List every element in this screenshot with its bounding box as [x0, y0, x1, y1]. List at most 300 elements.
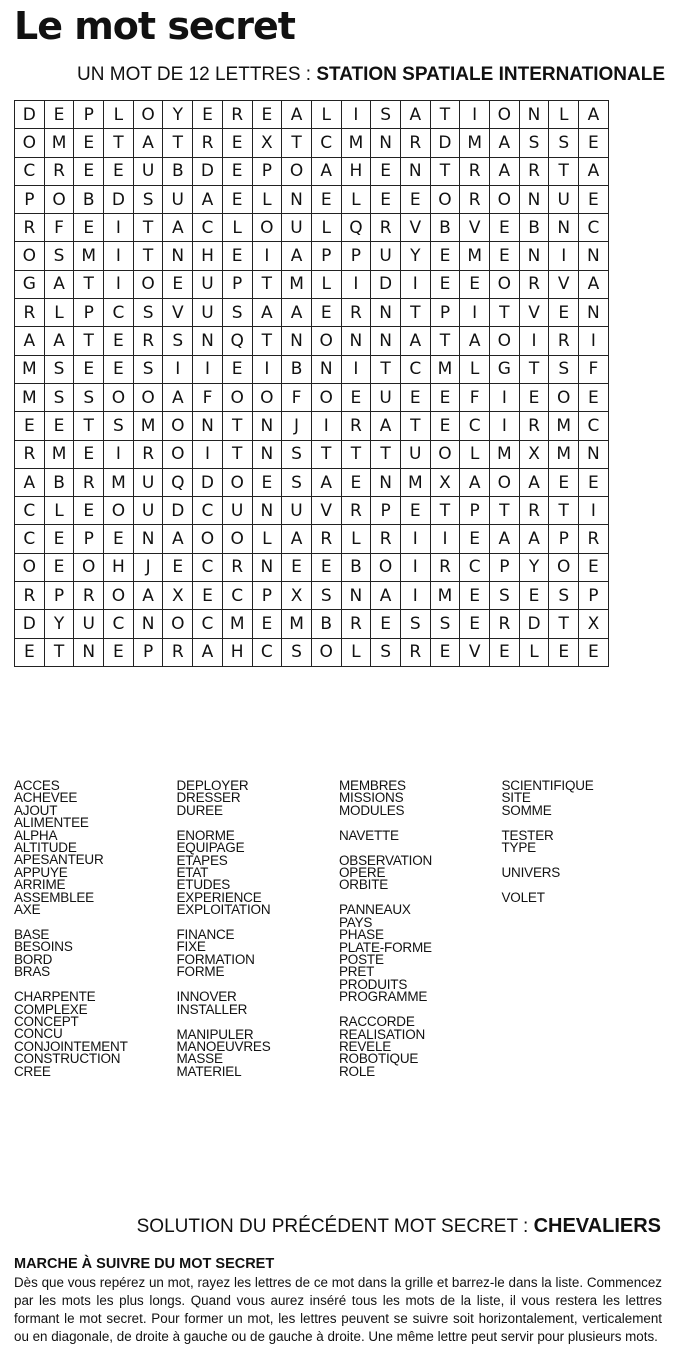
grid-cell[interactable]: E [490, 214, 520, 242]
grid-cell[interactable]: Y [44, 610, 74, 638]
grid-cell[interactable]: E [490, 638, 520, 666]
grid-cell[interactable]: L [44, 497, 74, 525]
grid-cell[interactable]: T [400, 412, 430, 440]
grid-cell[interactable]: I [549, 242, 579, 270]
grid-cell[interactable]: E [460, 610, 490, 638]
grid-cell[interactable]: R [193, 129, 223, 157]
grid-cell[interactable]: N [341, 327, 371, 355]
grid-cell[interactable]: R [341, 299, 371, 327]
grid-cell[interactable]: A [282, 525, 312, 553]
grid-cell[interactable]: R [15, 214, 45, 242]
grid-cell[interactable]: V [460, 638, 490, 666]
grid-cell[interactable]: I [341, 101, 371, 129]
grid-cell[interactable]: D [104, 185, 134, 213]
grid-cell[interactable]: T [430, 497, 460, 525]
grid-cell[interactable]: P [74, 299, 104, 327]
grid-cell[interactable]: E [222, 185, 252, 213]
grid-cell[interactable]: O [371, 553, 401, 581]
grid-cell[interactable]: N [282, 327, 312, 355]
grid-cell[interactable]: I [252, 355, 282, 383]
grid-cell[interactable]: N [519, 185, 549, 213]
grid-cell[interactable]: R [519, 270, 549, 298]
grid-cell[interactable]: M [15, 383, 45, 411]
grid-cell[interactable]: S [549, 582, 579, 610]
grid-cell[interactable]: A [519, 468, 549, 496]
grid-cell[interactable]: U [549, 185, 579, 213]
grid-cell[interactable]: N [163, 242, 193, 270]
grid-cell[interactable]: L [341, 638, 371, 666]
grid-cell[interactable]: C [15, 157, 45, 185]
grid-cell[interactable]: R [460, 157, 490, 185]
grid-cell[interactable]: A [460, 468, 490, 496]
grid-cell[interactable]: N [579, 242, 609, 270]
grid-cell[interactable]: O [311, 638, 341, 666]
grid-cell[interactable]: I [193, 355, 223, 383]
grid-cell[interactable]: N [252, 497, 282, 525]
grid-cell[interactable]: B [74, 185, 104, 213]
grid-cell[interactable]: N [549, 214, 579, 242]
grid-cell[interactable]: D [519, 610, 549, 638]
grid-cell[interactable]: P [341, 242, 371, 270]
grid-cell[interactable]: O [549, 383, 579, 411]
word-item[interactable]: TYPE [501, 840, 536, 856]
word-item[interactable]: OBSERVATION [339, 852, 433, 868]
grid-cell[interactable]: C [193, 610, 223, 638]
grid-cell[interactable]: V [549, 270, 579, 298]
grid-cell[interactable]: C [222, 582, 252, 610]
grid-cell[interactable]: N [519, 242, 549, 270]
word-item[interactable]: ROBOTIQUE [339, 1051, 419, 1067]
word-item[interactable]: MISSIONS [339, 790, 404, 806]
grid-cell[interactable]: I [104, 440, 134, 468]
grid-cell[interactable]: L [104, 101, 134, 129]
grid-cell[interactable]: T [430, 327, 460, 355]
word-item[interactable]: PANNEAUX [339, 902, 411, 918]
word-item[interactable]: UNIVERS [501, 865, 561, 881]
grid-cell[interactable]: A [282, 101, 312, 129]
grid-cell[interactable]: M [460, 129, 490, 157]
grid-cell[interactable]: A [490, 157, 520, 185]
grid-cell[interactable]: T [549, 497, 579, 525]
grid-cell[interactable]: S [311, 582, 341, 610]
grid-cell[interactable]: N [252, 412, 282, 440]
grid-cell[interactable]: M [282, 610, 312, 638]
grid-cell[interactable]: S [133, 299, 163, 327]
grid-cell[interactable]: T [311, 440, 341, 468]
grid-cell[interactable]: N [579, 440, 609, 468]
word-item[interactable]: ACHEVEE [14, 790, 78, 806]
word-item[interactable]: PRODUITS [339, 976, 408, 992]
word-item[interactable]: ALTITUDE [14, 840, 77, 856]
grid-cell[interactable]: I [193, 440, 223, 468]
grid-cell[interactable]: R [15, 299, 45, 327]
grid-cell[interactable]: X [252, 129, 282, 157]
grid-cell[interactable]: A [579, 157, 609, 185]
grid-cell[interactable]: E [311, 185, 341, 213]
grid-cell[interactable]: M [549, 412, 579, 440]
grid-cell[interactable]: R [222, 101, 252, 129]
grid-cell[interactable]: A [193, 638, 223, 666]
grid-cell[interactable]: C [311, 129, 341, 157]
word-item[interactable]: DRESSER [176, 790, 241, 806]
grid-cell[interactable]: O [490, 468, 520, 496]
grid-cell[interactable]: U [193, 270, 223, 298]
word-item[interactable]: FORME [176, 964, 225, 980]
grid-cell[interactable]: G [15, 270, 45, 298]
grid-cell[interactable]: O [163, 440, 193, 468]
grid-cell[interactable]: I [430, 525, 460, 553]
grid-cell[interactable]: S [371, 638, 401, 666]
grid-cell[interactable]: A [579, 270, 609, 298]
grid-cell[interactable]: O [549, 553, 579, 581]
grid-cell[interactable]: I [579, 497, 609, 525]
grid-cell[interactable]: T [549, 157, 579, 185]
grid-cell[interactable]: P [74, 525, 104, 553]
grid-cell[interactable]: P [74, 101, 104, 129]
grid-cell[interactable]: Y [163, 101, 193, 129]
word-item[interactable]: CHARPENTE [14, 989, 96, 1005]
grid-cell[interactable]: P [579, 582, 609, 610]
grid-cell[interactable]: I [252, 242, 282, 270]
grid-cell[interactable]: R [519, 157, 549, 185]
grid-cell[interactable]: R [400, 638, 430, 666]
grid-cell[interactable]: S [371, 101, 401, 129]
grid-cell[interactable]: M [549, 440, 579, 468]
word-item[interactable]: AJOUT [14, 802, 58, 818]
word-item[interactable]: SITE [501, 790, 531, 806]
grid-cell[interactable]: P [252, 157, 282, 185]
grid-cell[interactable]: E [460, 270, 490, 298]
grid-cell[interactable]: I [579, 327, 609, 355]
word-item[interactable]: PAYS [339, 914, 373, 930]
grid-cell[interactable]: T [490, 497, 520, 525]
word-item[interactable]: CONCU [14, 1026, 63, 1042]
word-item[interactable]: RACCORDE [339, 1014, 415, 1030]
grid-cell[interactable]: L [311, 214, 341, 242]
grid-cell[interactable]: P [133, 638, 163, 666]
grid-cell[interactable]: O [133, 270, 163, 298]
word-item[interactable]: ETUDES [176, 877, 231, 893]
grid-cell[interactable]: I [104, 270, 134, 298]
grid-cell[interactable]: O [490, 101, 520, 129]
grid-cell[interactable]: T [430, 157, 460, 185]
grid-cell[interactable]: R [163, 638, 193, 666]
grid-cell[interactable]: O [490, 327, 520, 355]
grid-cell[interactable]: E [400, 497, 430, 525]
grid-cell[interactable]: E [341, 468, 371, 496]
grid-cell[interactable]: E [44, 101, 74, 129]
grid-cell[interactable]: M [341, 129, 371, 157]
grid-cell[interactable]: P [44, 582, 74, 610]
grid-cell[interactable]: R [579, 525, 609, 553]
word-item[interactable]: PRET [339, 964, 375, 980]
grid-cell[interactable]: S [549, 129, 579, 157]
grid-cell[interactable]: S [104, 412, 134, 440]
grid-cell[interactable]: T [252, 327, 282, 355]
grid-cell[interactable]: O [44, 185, 74, 213]
grid-cell[interactable]: U [222, 497, 252, 525]
grid-cell[interactable]: T [44, 638, 74, 666]
grid-cell[interactable]: R [519, 412, 549, 440]
grid-cell[interactable]: E [430, 412, 460, 440]
grid-cell[interactable]: S [282, 468, 312, 496]
grid-cell[interactable]: E [371, 185, 401, 213]
grid-cell[interactable]: U [282, 497, 312, 525]
grid-cell[interactable]: L [341, 525, 371, 553]
word-item[interactable]: EXPLOITATION [176, 902, 271, 918]
grid-cell[interactable]: E [193, 101, 223, 129]
grid-cell[interactable]: M [282, 270, 312, 298]
grid-cell[interactable]: M [74, 242, 104, 270]
grid-cell[interactable]: E [311, 299, 341, 327]
grid-cell[interactable]: V [163, 299, 193, 327]
grid-cell[interactable]: E [104, 327, 134, 355]
grid-cell[interactable]: S [163, 327, 193, 355]
grid-cell[interactable]: C [400, 355, 430, 383]
grid-cell[interactable]: E [549, 638, 579, 666]
grid-cell[interactable]: C [252, 638, 282, 666]
grid-cell[interactable]: E [579, 553, 609, 581]
grid-cell[interactable]: A [252, 299, 282, 327]
grid-cell[interactable]: R [400, 129, 430, 157]
grid-cell[interactable]: M [460, 242, 490, 270]
grid-cell[interactable]: C [104, 610, 134, 638]
grid-cell[interactable]: I [104, 214, 134, 242]
grid-cell[interactable]: T [282, 129, 312, 157]
grid-cell[interactable]: E [430, 242, 460, 270]
grid-cell[interactable]: I [400, 553, 430, 581]
grid-cell[interactable]: B [341, 553, 371, 581]
grid-cell[interactable]: O [282, 157, 312, 185]
grid-cell[interactable]: S [430, 610, 460, 638]
grid-cell[interactable]: N [371, 299, 401, 327]
grid-cell[interactable]: L [252, 525, 282, 553]
word-item[interactable]: DEPLOYER [176, 778, 249, 793]
grid-cell[interactable]: P [549, 525, 579, 553]
grid-cell[interactable]: A [371, 412, 401, 440]
grid-cell[interactable]: B [44, 468, 74, 496]
grid-cell[interactable]: F [579, 355, 609, 383]
grid-cell[interactable]: Y [400, 242, 430, 270]
grid-cell[interactable]: S [282, 440, 312, 468]
grid-cell[interactable]: Q [163, 468, 193, 496]
grid-cell[interactable]: I [163, 355, 193, 383]
grid-cell[interactable]: N [400, 157, 430, 185]
grid-cell[interactable]: A [579, 101, 609, 129]
grid-cell[interactable]: R [490, 610, 520, 638]
grid-cell[interactable]: E [400, 383, 430, 411]
grid-cell[interactable]: A [490, 525, 520, 553]
grid-cell[interactable]: I [341, 355, 371, 383]
grid-cell[interactable]: Q [222, 327, 252, 355]
grid-cell[interactable]: O [222, 525, 252, 553]
grid-cell[interactable]: M [222, 610, 252, 638]
grid-cell[interactable]: U [400, 440, 430, 468]
grid-cell[interactable]: T [222, 440, 252, 468]
grid-cell[interactable]: L [311, 270, 341, 298]
grid-cell[interactable]: R [549, 327, 579, 355]
grid-cell[interactable]: U [282, 214, 312, 242]
grid-cell[interactable]: I [311, 412, 341, 440]
grid-cell[interactable]: T [549, 610, 579, 638]
grid-cell[interactable]: A [519, 525, 549, 553]
grid-cell[interactable]: C [193, 214, 223, 242]
grid-cell[interactable]: B [430, 214, 460, 242]
grid-cell[interactable]: H [341, 157, 371, 185]
grid-cell[interactable]: V [311, 497, 341, 525]
grid-cell[interactable]: S [44, 242, 74, 270]
grid-cell[interactable]: R [15, 440, 45, 468]
grid-cell[interactable]: P [371, 497, 401, 525]
grid-cell[interactable]: I [400, 525, 430, 553]
grid-cell[interactable]: D [15, 101, 45, 129]
grid-cell[interactable]: N [341, 582, 371, 610]
grid-cell[interactable]: O [490, 270, 520, 298]
word-item[interactable]: OPERE [339, 865, 386, 881]
grid-cell[interactable]: T [371, 440, 401, 468]
grid-cell[interactable]: E [579, 638, 609, 666]
grid-cell[interactable]: E [400, 185, 430, 213]
grid-cell[interactable]: S [400, 610, 430, 638]
grid-cell[interactable]: E [222, 242, 252, 270]
grid-cell[interactable]: A [311, 157, 341, 185]
grid-cell[interactable]: E [193, 582, 223, 610]
grid-cell[interactable]: S [282, 638, 312, 666]
grid-cell[interactable]: E [252, 101, 282, 129]
grid-cell[interactable]: M [15, 355, 45, 383]
grid-cell[interactable]: R [519, 497, 549, 525]
grid-cell[interactable]: M [430, 355, 460, 383]
grid-cell[interactable]: E [579, 185, 609, 213]
grid-cell[interactable]: A [15, 468, 45, 496]
grid-cell[interactable]: E [74, 355, 104, 383]
grid-cell[interactable]: T [74, 270, 104, 298]
grid-cell[interactable]: A [133, 129, 163, 157]
grid-cell[interactable]: F [282, 383, 312, 411]
word-item[interactable]: ETAT [176, 864, 209, 880]
grid-cell[interactable]: E [579, 129, 609, 157]
grid-cell[interactable]: R [371, 525, 401, 553]
word-item[interactable]: PROGRAMME [339, 989, 428, 1005]
grid-cell[interactable]: X [163, 582, 193, 610]
grid-cell[interactable]: T [222, 412, 252, 440]
grid-cell[interactable]: A [163, 214, 193, 242]
grid-cell[interactable]: I [460, 101, 490, 129]
grid-cell[interactable]: O [15, 129, 45, 157]
grid-cell[interactable]: R [44, 157, 74, 185]
word-item[interactable]: ENORME [176, 827, 235, 843]
word-item[interactable]: BESOINS [14, 939, 73, 955]
word-item[interactable]: ACCES [14, 778, 60, 793]
grid-cell[interactable]: E [460, 582, 490, 610]
grid-cell[interactable]: O [133, 101, 163, 129]
grid-cell[interactable]: A [44, 270, 74, 298]
word-item[interactable]: TESTER [501, 827, 554, 843]
grid-cell[interactable]: E [252, 610, 282, 638]
word-item[interactable]: AXE [14, 902, 41, 918]
grid-cell[interactable]: I [519, 327, 549, 355]
grid-cell[interactable]: M [104, 468, 134, 496]
word-item[interactable]: EQUIPAGE [176, 840, 245, 856]
grid-cell[interactable]: S [133, 355, 163, 383]
grid-cell[interactable]: S [44, 355, 74, 383]
grid-cell[interactable]: T [341, 440, 371, 468]
grid-cell[interactable]: A [490, 129, 520, 157]
word-item[interactable]: MATERIEL [176, 1063, 242, 1079]
grid-cell[interactable]: E [222, 355, 252, 383]
grid-cell[interactable]: L [460, 355, 490, 383]
grid-cell[interactable]: N [519, 101, 549, 129]
grid-cell[interactable]: E [15, 638, 45, 666]
grid-cell[interactable]: V [460, 214, 490, 242]
word-item[interactable]: MASSE [176, 1051, 223, 1067]
grid-cell[interactable]: E [430, 270, 460, 298]
grid-cell[interactable]: E [519, 582, 549, 610]
word-item[interactable]: REALISATION [339, 1026, 426, 1042]
grid-cell[interactable]: O [311, 383, 341, 411]
grid-cell[interactable]: X [579, 610, 609, 638]
grid-cell[interactable]: T [519, 355, 549, 383]
grid-cell[interactable]: E [311, 553, 341, 581]
word-item[interactable]: FINANCE [176, 927, 235, 943]
word-item[interactable]: COMPLEXE [14, 1001, 88, 1017]
grid-cell[interactable]: E [222, 129, 252, 157]
grid-cell[interactable]: P [311, 242, 341, 270]
grid-cell[interactable]: E [74, 129, 104, 157]
grid-cell[interactable]: N [193, 327, 223, 355]
grid-cell[interactable]: P [252, 582, 282, 610]
word-item[interactable]: CONJOINTEMENT [14, 1038, 128, 1054]
grid-cell[interactable]: S [490, 582, 520, 610]
grid-cell[interactable]: B [311, 610, 341, 638]
grid-cell[interactable]: N [371, 327, 401, 355]
grid-cell[interactable]: U [371, 242, 401, 270]
word-item[interactable]: CREE [14, 1063, 51, 1079]
grid-cell[interactable]: X [519, 440, 549, 468]
word-item[interactable]: ARRIME [14, 877, 66, 893]
grid-cell[interactable]: H [193, 242, 223, 270]
word-item[interactable]: SOMME [501, 802, 552, 818]
word-item[interactable]: FORMATION [176, 951, 255, 967]
grid-cell[interactable]: B [519, 214, 549, 242]
grid-cell[interactable]: A [163, 525, 193, 553]
grid-cell[interactable]: U [74, 610, 104, 638]
word-item[interactable]: ALIMENTEE [14, 815, 89, 831]
word-item[interactable]: MANOEUVRES [176, 1038, 271, 1054]
grid-cell[interactable]: X [430, 468, 460, 496]
word-item[interactable]: FIXE [176, 939, 206, 955]
word-item[interactable]: PHASE [339, 927, 384, 943]
grid-cell[interactable]: C [15, 525, 45, 553]
grid-cell[interactable]: L [519, 638, 549, 666]
word-item[interactable]: ALPHA [14, 827, 58, 843]
grid-cell[interactable]: S [222, 299, 252, 327]
grid-cell[interactable]: U [133, 497, 163, 525]
grid-cell[interactable]: R [371, 214, 401, 242]
grid-cell[interactable]: O [490, 185, 520, 213]
grid-cell[interactable]: U [133, 468, 163, 496]
grid-cell[interactable]: O [74, 553, 104, 581]
grid-cell[interactable]: E [44, 553, 74, 581]
grid-cell[interactable]: T [430, 101, 460, 129]
grid-cell[interactable]: Q [341, 214, 371, 242]
grid-cell[interactable]: R [430, 553, 460, 581]
grid-cell[interactable]: N [193, 412, 223, 440]
grid-cell[interactable]: E [74, 440, 104, 468]
grid-cell[interactable]: A [282, 242, 312, 270]
grid-cell[interactable]: O [222, 383, 252, 411]
grid-cell[interactable]: E [163, 270, 193, 298]
